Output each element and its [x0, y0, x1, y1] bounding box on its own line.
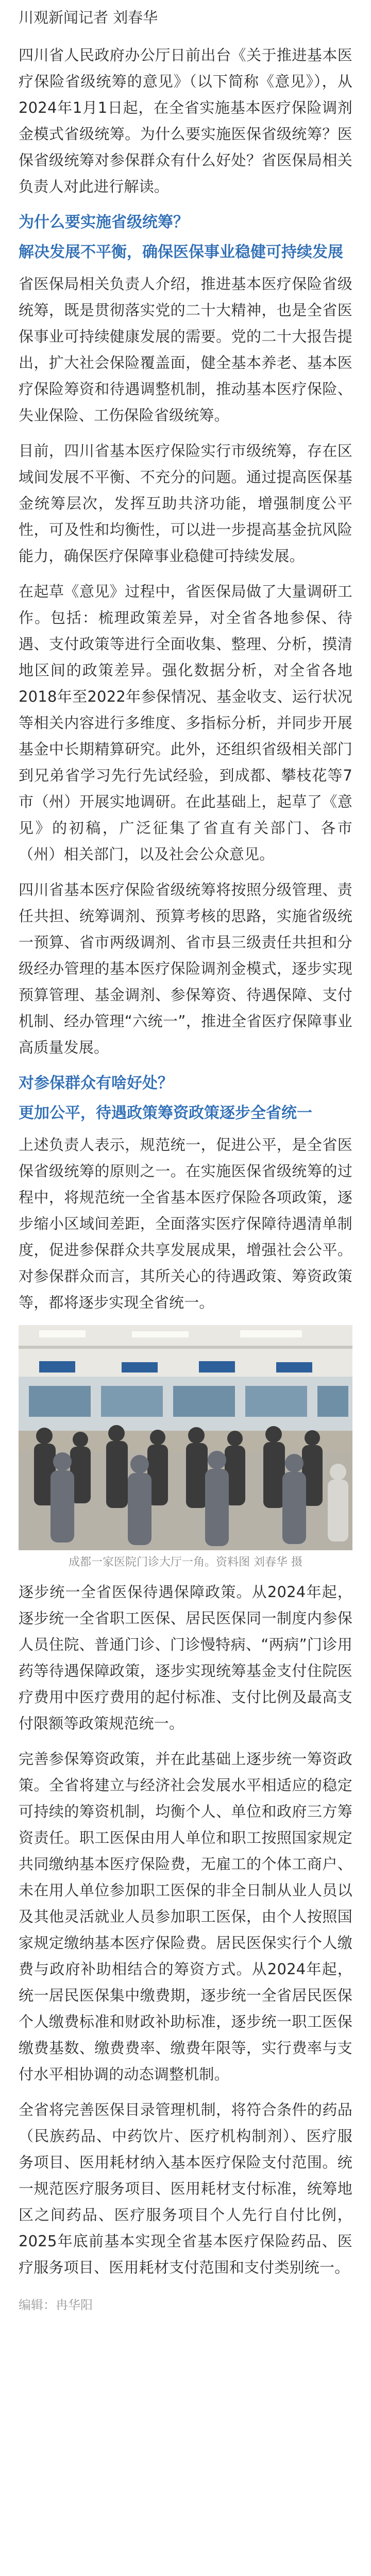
- editor-credit: 编辑：冉华阳: [19, 2298, 93, 2312]
- body-paragraph: 全省将完善医保目录管理机制，将符合条件的药品（民族药品、中药饮片、医疗机构制剂）、医疗服务项目、医用耗材纳入基本医疗保险支付范围。统一规范医疗服务项目、医用耗材支付标准，统筹地区之间药品、医疗服务项目个人先行自付比例，2025年底前基本实现全省基本医疗保险药品、医疗服务项目、医用耗材支付范围和支付类别统一。: [19, 2101, 352, 2276]
- section-subheading-2: 更加公平，待遇政策筹资政策逐步全省统一: [19, 1104, 312, 1122]
- section-heading-2: 对参保群众有啥好处？: [19, 1074, 173, 1092]
- section-heading-1: 为什么要实施省级统筹？: [19, 213, 189, 231]
- byline: 川观新闻记者 刘春华: [19, 9, 158, 26]
- body-paragraph: 上述负责人表示，规范统一，促进公平，是全省医保省级统筹的原则之一。在实施医保省级统筹的过程中，将规范统一全省基本医疗保险各项政策，逐步缩小区域间差距，全面落实医疗保障待遇清单制度，促进参保群众共享发展成果，增强社会公平。对参保群众而言，其所关心的待遇政策、筹资政策等，都将逐步实现全省统一。: [19, 1136, 352, 1311]
- body-paragraph: 四川省基本医疗保险省级统筹将按照分级管理、责任共担、统筹调剂、预算考核的思路，实施省级统一预算、省市两级调剂、省市县三级责任共担和分级经办管理的基本医疗保险调剂金模式，逐步实现预算管理、基金调剂、参保筹资、待遇保障、支付机制、经办管理“六统一”，推进全省医疗保障事业高质量发展。: [19, 881, 352, 1056]
- body-paragraph: 目前，四川省基本医疗保险实行市级统筹，存在区域间发展不平衡、不充分的问题。通过提高医保基金统筹层次，发挥互助共济功能，增强制度公平性，可及性和均衡性，可以进一步提高基金抗风险能力，确保医疗保障事业稳健可持续发展。: [19, 442, 352, 565]
- hospital-hall-photo: [19, 1325, 352, 1550]
- body-paragraph: 完善参保筹资政策，并在此基础上逐步统一筹资政策。全省将建立与经济社会发展水平相适应的稳定可持续的筹资机制，均衡个人、单位和政府三方筹资责任。职工医保由用人单位和职工按照国家规定共同缴纳基本医疗保险费，无雇工的个体工商户、未在用人单位参加职工医保的非全日制从业人员以及其他灵活就业人员参加职工医保，由个人按照国家规定缴纳基本医疗保险费。居民医保实行个人缴费与政府补助相结合的筹资方式。从2024年起，统一居民医保集中缴费期，逐步统一全省居民医保个人缴费标准和财政补助标准，逐步统一职工医保缴费基数、缴费费率、缴费年限等，实行费率与支付水平相协调的动态调整机制。: [19, 1750, 352, 2083]
- photo-caption: 成都一家医院门诊大厅一角。资料图 刘春华 摄: [69, 1556, 302, 1569]
- body-paragraph: 逐步统一全省医保待遇保障政策。从2024年起，逐步统一全省职工医保、居民医保同一制度内参保人员住院、普通门诊、门诊慢特病、“两病”门诊用药等待遇保障政策，逐步实现统筹基金支付住院医疗费用中医疗费用的起付标准、支付比例及最高支付限额等政策规范统一。: [19, 1583, 352, 1732]
- hospital-hall-illustration: [19, 1325, 352, 1550]
- figure: [19, 1325, 352, 1571]
- section-subheading-1: 解决发展不平衡，确保医保事业稳健可持续发展: [19, 243, 343, 261]
- body-paragraph: 省医保局相关负责人介绍，推进基本医疗保险省级统筹，既是贯彻落实党的二十大精神，也是全省医保事业可持续健康发展的需要。党的二十大报告提出，扩大社会保险覆盖面，健全基本养老、基本医疗保险筹资和待遇调整机制，推动基本医疗保险、失业保险、工伤保险省级统筹。: [19, 275, 352, 424]
- intro-paragraph: 四川省人民政府办公厅日前出台《关于推进基本医疗保险省级统筹的意见》（以下简称《意见》），从2024年1月1日起，在全省实施基本医疗保险调剂金模式省级统筹。为什么要实施医保省级统筹？医保省级统筹对参保群众有什么好处？省医保局相关负责人对此进行解读。: [19, 46, 352, 195]
- body-paragraph: 在起草《意见》过程中，省医保局做了大量调研工作。包括：梳理政策差异，对全省各地参保、待遇、支付政策等进行全面收集、整理、分析，摸清地区间的政策差异。强化数据分析，对全省各地2018年至2022年参保情况、基金收支、运行状况等相关内容进行多维度、多指标分析，并同步开展基金中长期精算研究。此外，还组织省级相关部门到兄弟省学习先行先试经验，到成都、攀枝花等7市（州）开展实地调研。在此基础上，起草了《意见》的初稿，广泛征集了省直有关部门、各市（州）相关部门，以及社会公众意见。: [19, 583, 352, 863]
